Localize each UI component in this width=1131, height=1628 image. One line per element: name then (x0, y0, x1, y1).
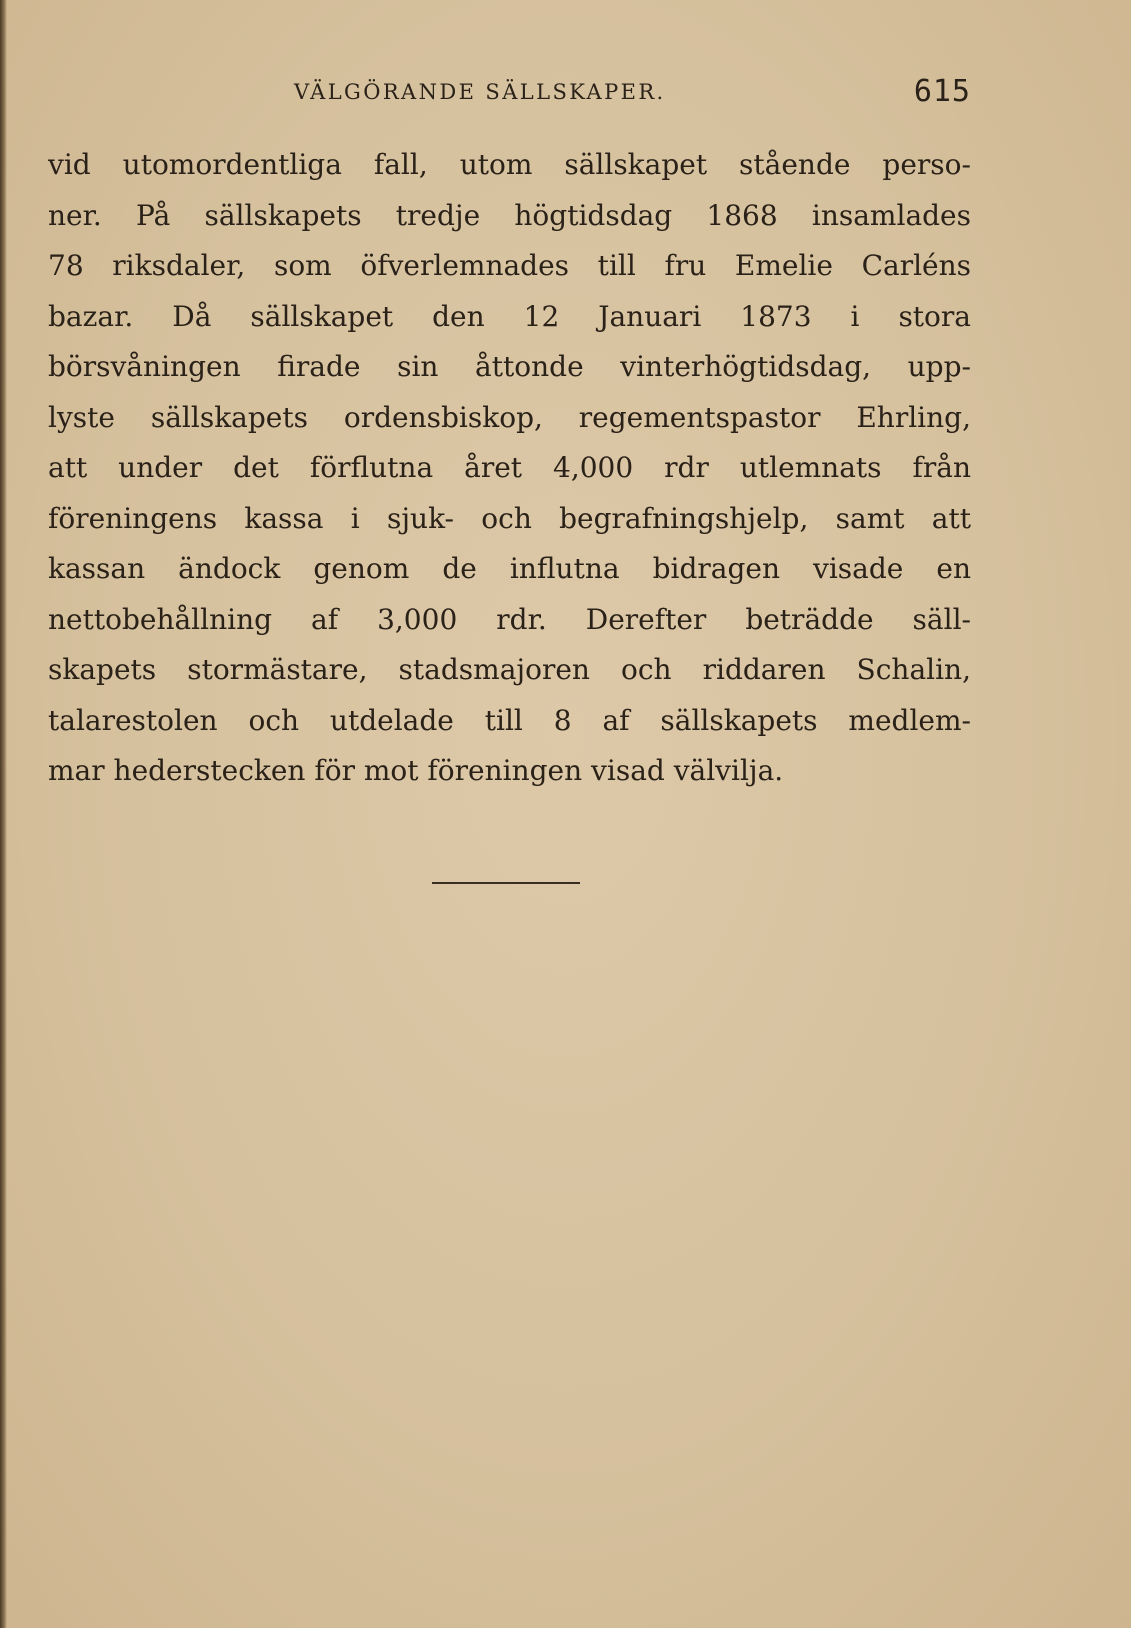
text-line: lyste sällskapets ordensbiskop, regementspastor Ehrling, (48, 400, 971, 434)
text-line: kassan ändock genom de influtna bidragen visade en (48, 552, 971, 585)
running-title: VÄLGÖRANDE SÄLLSKAPER. (294, 80, 666, 104)
page-spine-edge (0, 0, 7, 1628)
running-head (48, 74, 971, 114)
text-line: bazar. Då sällskapet den 12 Januari 1873 i stora (48, 299, 971, 333)
text-line: nettobehållning af 3,000 rdr. Derefter beträdde säll- (48, 602, 971, 636)
text-line: talarestolen och utdelade till 8 af sällskapets medlem- (48, 703, 971, 737)
text-line: ner. På sällskapets tredje högtidsdag 1868 insamlades (48, 198, 971, 232)
text-line: 78 riksdaler, som öfverlemnades till fru Emelie Carléns (48, 249, 971, 282)
text-line: mar hederstecken för mot föreningen visad välvilja. (48, 754, 784, 787)
text-line: vid utomordentliga fall, utom sällskapet stående perso- (48, 148, 971, 181)
text-line: skapets stormästare, stadsmajoren och riddaren Schalin, (48, 653, 971, 686)
text-line: börsvåningen firade sin åttonde vinterhögtidsdag, upp- (48, 350, 971, 383)
text-line: föreningens kassa i sjuk- och begrafningshjelp, samt att (48, 501, 971, 535)
section-end-rule (432, 882, 580, 884)
body-paragraph (48, 140, 971, 797)
page-number: 615 (913, 74, 971, 109)
text-line: att under det förflutna året 4,000 rdr utlemnats från (48, 451, 971, 484)
